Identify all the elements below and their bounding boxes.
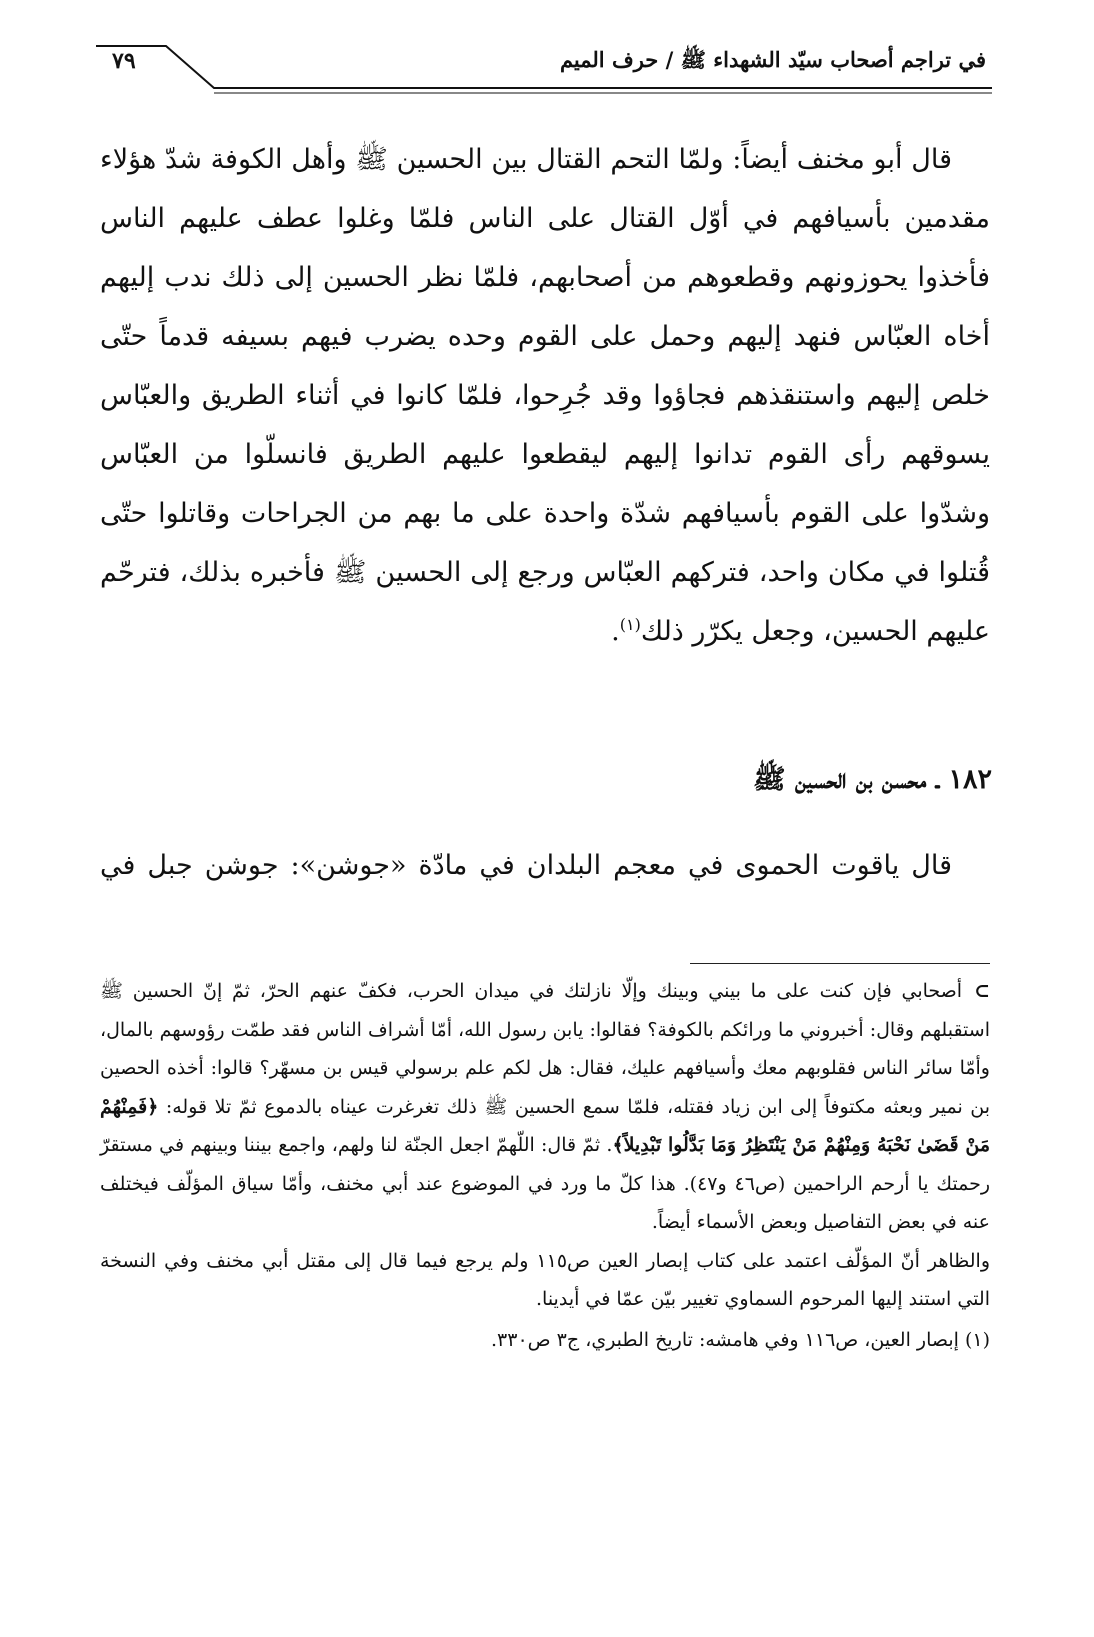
footnote-paragraph-2: والظاهر أنّ المؤلّف اعتمد على كتاب إبصار العين ص١١٥ ولم يرجع فيما قال إلى مقتل أبي مخنف وفي النسخة التي استند إليها المرحوم السماوي تغيير بيّن عمّا في أيدينا. [100, 1249, 990, 1310]
footnote-text-2: . ثمّ قال: اللّهمّ اجعل الجنّة لنا ولهم، واجمع بيننا وبينهم في مستقرّ رحمتك يا أرحم الراحمين (ص٤٦ و٤٧). هذا كلّ ما ورد في الموضوع عند أبي مخنف، وأمّا سياق المؤلّف فيختلف عنه في بعض التفاصيل وبعض الأسماء أيضاً. [100, 1134, 990, 1233]
page-header [96, 38, 992, 98]
section-first-line [100, 836, 990, 895]
section-text: قال ياقوت الحموى في معجم البلدان في مادّة «جوشن»: جوشن جبل في [100, 850, 952, 881]
footnotes [100, 972, 990, 1359]
continuation-icon: ⊃ [974, 980, 991, 1002]
page-number: ٧٩ [112, 48, 136, 74]
main-paragraph [100, 130, 990, 661]
quran-verse: ﴿فَمِنْهُمْ مَنْ قَضَىٰ نَحْبَهُ وَمِنْهُمْ مَنْ يَنْتَظِرُ وَمَا بَدَّلُوا تَبْدِيلاً﴾ [100, 1095, 991, 1156]
running-title: في تراجم أصحاب سيّد الشهداء ﷺ / حرف الميم [559, 47, 986, 72]
footnote-continuation [100, 972, 990, 1242]
footnote-reference-1: (١) إبصار العين، ص١١٦ وفي هامشه: تاريخ الطبري، ج٣ ص٣٣٠. [490, 1328, 990, 1351]
paragraph-text: قال أبو مخنف أيضاً: ولمّا التحم القتال بين الحسين ﷺ وأهل الكوفة شدّ هؤلاء مقدمين بأسيافهم في أوّل القتال على الناس فلمّا وغلوا عطف عليهم الناس فأخذوا يحوزونهم وقطعوهم من أصحابهم، فلمّا نظر الحسين إلى ذلك ندب إليهم أخاه العبّاس فنهد إليهم وحمل على القوم وحده يضرب فيهم بسيفه قدماً حتّى خلص إليهم واستنقذهم فجاؤوا وقد جُرِحوا، فلمّا كانوا في أثناء الطريق والعبّاس يسوقهم رأى القوم تدانوا إليهم ليقطعوا عليهم الطريق فانسلّوا من العبّاس وشدّوا على القوم بأسيافهم شدّة واحدة على ما بهم من الجراحات وقاتلوا حتّى قُتلوا في مكان واحد، فتركهم العبّاس ورجع إلى الحسين ﷺ فأخبره بذلك، فترحّم عليهم الحسين، وجعل يكرّر ذلك [100, 144, 990, 647]
footnote-marker: (١) [619, 615, 641, 634]
footnote-text-1: أصحابي فإن كنت على ما بيني وبينك وإلّا نازلتك في ميدان الحرب، فكفّ عنهم الحرّ، ثمّ إنّ الحسين ﷺ استقبلهم وقال: أخبروني ما ورائكم بالكوفة؟ فقالوا: يابن رسول الله، أمّا أشراف الناس فقد طمّت رؤوسهم بالمال، وأمّا سائر الناس فقلوبهم معك وأسيافهم عليك، فقال: هل لكم علم برسولي قيس بن مسهّر؟ قالوا: أخذه الحصين بن نمير وبعثه مكتوفاً إلى ابن زياد فقتله، فلمّا سمع الحسين ﷺ ذلك تغرغرت عيناه بالدموع ثمّ تلا قوله: [100, 980, 990, 1118]
paragraph-end: . [611, 616, 620, 647]
footnote-separator [690, 963, 990, 964]
section-heading: ١٨٢ ـ محسن بن الحسين ﷺ [753, 764, 992, 795]
